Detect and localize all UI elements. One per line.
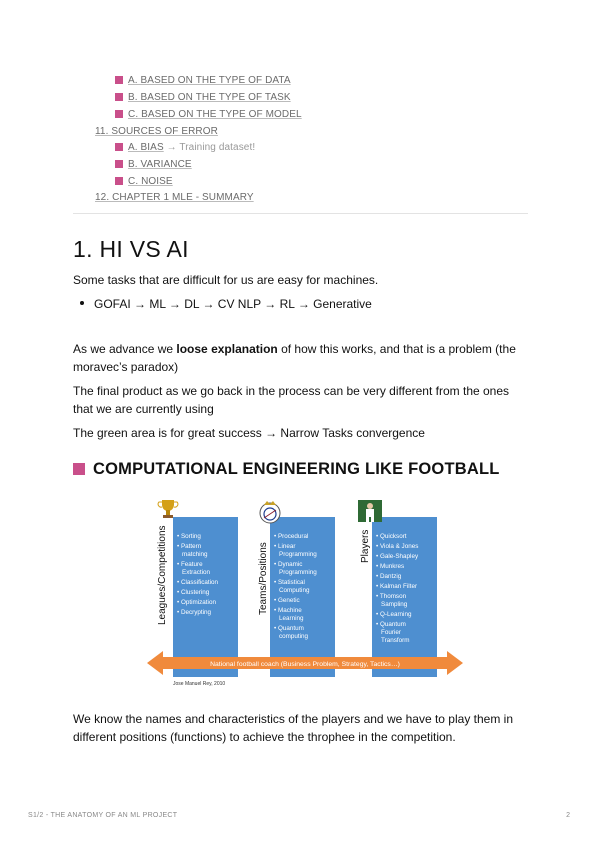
toc-entry-type-of-task[interactable]: B. BASED ON THE TYPE OF TASK — [115, 92, 291, 103]
list-item: • Q-Learning — [376, 611, 412, 618]
toc-entry-type-of-model[interactable]: C. BASED ON THE TYPE OF MODEL — [115, 109, 302, 120]
section-divider — [73, 213, 528, 214]
list-item: • Optimization — [177, 599, 216, 606]
bullet-dot-icon — [80, 301, 84, 305]
list-item: • Kalman Filter — [376, 583, 418, 590]
list-item: • Munkres — [376, 563, 405, 570]
paragraph-explanation — [73, 340, 528, 376]
column-leagues — [157, 500, 238, 677]
figure-credit: Jose Manuel Rey, 2010 — [173, 681, 226, 687]
toc-entry-summary[interactable]: 12. CHAPTER 1 MLE - SUMMARY — [95, 192, 254, 203]
pink-square-icon — [115, 76, 123, 84]
column-players — [358, 500, 437, 677]
list-item: • Dantzig — [376, 573, 402, 580]
page-number: 2 — [566, 812, 570, 819]
pink-square-icon — [115, 93, 123, 101]
list-item: • Gale-Shapley — [376, 553, 419, 560]
footer-title: S1/2 - THE ANATOMY OF AN ML PROJECT — [28, 812, 178, 819]
bold-text: loose explanation — [176, 342, 278, 356]
list-item: • Quantum — [274, 625, 304, 632]
toc-entry-variance[interactable]: B. VARIANCE — [115, 159, 192, 170]
toc-entry-noise[interactable]: C. NOISE — [115, 176, 173, 187]
column-teams — [258, 501, 335, 677]
list-item: • Dynamic — [274, 561, 303, 568]
section-title: 1. HI VS AI — [73, 236, 189, 262]
subsection-title: COMPUTATIONAL ENGINEERING LIKE FOOTBALL — [73, 460, 500, 479]
list-item: • Sorting — [177, 533, 201, 540]
list-item: • Procedural — [274, 533, 309, 540]
list-item: • Thomson — [376, 593, 407, 600]
football-analogy-figure — [145, 495, 465, 690]
list-item: • Classification — [177, 579, 219, 586]
paragraph-green-area: The green area is for great success → Narrow Tasks convergence — [73, 426, 425, 440]
trophy-icon — [158, 500, 178, 518]
pink-square-icon — [115, 110, 123, 118]
paragraph-final-product: The final product as we go back in the process can be very different from the ones that we are currently using — [73, 384, 510, 416]
pink-square-icon — [73, 463, 85, 475]
pink-square-icon — [115, 143, 123, 151]
svg-text:• Procedural • Linear: • Procedural • Linear Programming • Dynamic Programming • Statistical Computing • Genetic • Machine Learning • Quantum computing — [274, 533, 317, 640]
arrow-label: National football coach (Business Problem, Strategy, Tactics…) — [210, 661, 400, 668]
list-item: • Quantum — [376, 621, 406, 628]
club-crest-icon — [260, 501, 280, 523]
list-item: • Genetic — [274, 597, 300, 604]
pink-square-icon — [115, 160, 123, 168]
intro-paragraph: Some tasks that are difficult for us are easy for machines. — [73, 273, 379, 287]
list-item: • Statistical — [274, 579, 305, 586]
svg-text:• Quicksort • Viola & Jo: • Quicksort • Viola & Jones • Gale-Shapley • Munkres • Dantzig • Kalman Filter • Thomson Sampling • Q-Learning • Quantum Fourier Transform — [376, 533, 419, 644]
list-item — [80, 297, 372, 311]
list-item: • Linear — [274, 543, 296, 550]
bullet-text: GOFAI → ML → DL → CV NLP → RL → Generative — [94, 297, 372, 311]
list-item: • Pattern — [177, 543, 202, 550]
closing-paragraph: We know the names and characteristics of the players and we have to play them in different positions (functions) to achieve the throphee in the competition. — [73, 712, 514, 744]
paragraph-text: As we advance we — [73, 342, 177, 356]
toc-entry-type-of-data[interactable]: A. BASED ON THE TYPE OF DATA — [115, 75, 291, 86]
list-item: • Quicksort — [376, 533, 407, 540]
toc-entry-bias[interactable]: A. BIAS → Training dataset! — [115, 142, 255, 153]
paragraph-text: of how this works, and that is a problem (the moravec’s paradox) — [73, 342, 516, 374]
column-background — [173, 517, 238, 677]
list-item: • Clustering — [177, 589, 210, 596]
svg-text:• Sorting • Pattern: • Sorting • Pattern matching • Feature Extraction • Classification • Clustering • Optimization • Decrypting — [177, 533, 219, 616]
list-item: • Decrypting — [177, 609, 212, 616]
player-photo-icon — [358, 500, 382, 522]
list-item: • Viola & Jones — [376, 543, 419, 550]
list-item: • Machine — [274, 607, 302, 614]
column-label: Leagues/Competitions — [157, 525, 168, 625]
toc-entry-sources-of-error[interactable]: 11. SOURCES OF ERROR — [95, 126, 218, 137]
column-label: Teams/Positions — [258, 542, 269, 615]
column-label: Players — [360, 529, 371, 563]
list-item: • Feature — [177, 561, 203, 568]
pink-square-icon — [115, 177, 123, 185]
